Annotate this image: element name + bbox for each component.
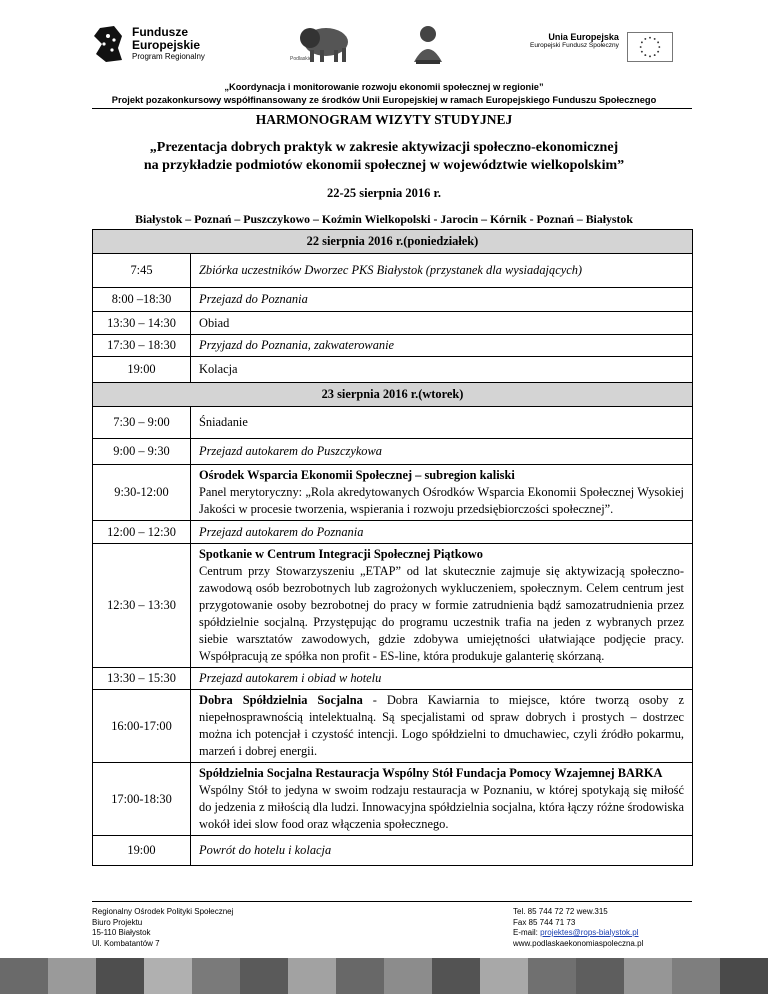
rops-logo — [410, 22, 446, 66]
project-funding-note: Projekt pozakonkursowy współfinansowany ze środków Unii Europejskiej w ramach Europejskiego Funduszu Społecznego — [111, 95, 657, 105]
activity-cell — [191, 465, 693, 521]
footer-city: 15-110 Białystok — [92, 928, 151, 937]
time-cell: 7:30 – 9:00 — [93, 407, 191, 439]
activity-cell: Zbiórka uczestników Dworzec PKS Białystok (przystanek dla wysiadających) — [191, 254, 693, 288]
footer-tel: Tel. 85 744 72 72 wew.315 — [513, 907, 608, 916]
unia-europejska-logo — [530, 32, 673, 62]
fundusze-europejskie-icon — [92, 24, 126, 64]
activity-description: Panel merytoryczny: „Rola akredytowanych Ośrodków Wsparcia Ekonomii Społecznej Wysokiej Jakości w procesie tworzenia, wspierania i rozwoju przedsiębiorczości społecznej”. — [199, 485, 684, 516]
footer-email-line — [513, 928, 643, 939]
fe-logo-line3: Program Regionalny — [132, 52, 205, 62]
table-row — [93, 690, 693, 763]
activity-title: Spółdzielnia Socjalna Restauracja Wspólny Stół Fundacja Pomocy Wzajemnej BARKA — [199, 766, 663, 780]
visit-route: Białystok – Poznań – Puszczykowo – Koźmin Wielkopolski - Jarocin – Kórnik - Poznań – Białystok — [135, 212, 633, 226]
activity-cell: Przejazd autokarem do Poznania — [191, 521, 693, 544]
activity-cell: Przyjazd do Poznania, zakwaterowanie — [191, 335, 693, 357]
podlaskie-label: Podlaskie — [290, 56, 312, 62]
activity-cell — [191, 763, 693, 836]
activity-cell: Przejazd do Poznania — [191, 288, 693, 312]
activity-cell: Śniadanie — [191, 407, 693, 439]
time-cell: 12:00 – 12:30 — [93, 521, 191, 544]
activity-cell: Przejazd autokarem do Puszczykowa — [191, 439, 693, 465]
activity-title: Spotkanie w Centrum Integracji Społecznej Piątkowo — [199, 547, 483, 561]
time-cell: 17:30 – 18:30 — [93, 335, 191, 357]
time-cell: 17:00-18:30 — [93, 763, 191, 836]
activity-description: - Dobra Kawiarnia to miejsce, które tworzą osoby z niepełnosprawnością intelektualną. Są specjalistami od spraw dobrych i prostych – dostrzec można ich potencjał i czystość intencji. Logo spółdzielni to dmuchawiec, czyli źródło pokarmu, marzeń i dobrej energii. — [199, 693, 684, 758]
footer-www[interactable]: www.podlaskaekonomiaspoleczna.pl — [513, 938, 644, 948]
table-row — [93, 357, 693, 383]
day1-header: 22 sierpnia 2016 r.(poniedziałek) — [93, 230, 693, 254]
time-cell: 16:00-17:00 — [93, 690, 191, 763]
header-logos — [0, 18, 768, 78]
ue-logo-line1: Unia Europejska — [548, 32, 619, 42]
table-row — [93, 407, 693, 439]
table-row — [93, 544, 693, 668]
time-cell: 13:30 – 15:30 — [93, 668, 191, 690]
day2-header: 23 sierpnia 2016 r.(wtorek) — [93, 383, 693, 407]
table-row — [93, 335, 693, 357]
day-header-row — [93, 230, 693, 254]
activity-cell — [191, 690, 693, 763]
time-cell: 8:00 –18:30 — [93, 288, 191, 312]
footer-email-label: E-mail: — [513, 928, 541, 937]
activity-title: Dobra Spółdzielnia Socjalna — [199, 693, 363, 707]
activity-cell: Obiad — [191, 312, 693, 335]
table-row — [93, 763, 693, 836]
footer-divider — [92, 901, 692, 902]
time-cell: 9:00 – 9:30 — [93, 439, 191, 465]
activity-title: Ośrodek Wsparcia Ekonomii Społecznej – subregion kaliski — [199, 468, 515, 482]
header-divider — [92, 108, 692, 109]
ue-logo-line2: Europejski Fundusz Społeczny — [530, 42, 619, 50]
table-row — [93, 465, 693, 521]
schedule-table — [92, 229, 693, 866]
footer-office: Biuro Projektu — [92, 917, 143, 927]
time-cell: 13:30 – 14:30 — [93, 312, 191, 335]
day-header-row — [93, 383, 693, 407]
document-subtitle-line2: na przykładzie podmiotów ekonomii społecznej w województwie wielkopolskim” — [143, 158, 625, 173]
time-cell: 9:30-12:00 — [93, 465, 191, 521]
time-cell: 19:00 — [93, 836, 191, 866]
activity-description: Wspólny Stół to jedyna w swoim rodzaju restauracja w Poznaniu, w której spotykają się miłość do jedzenia z miłością dla ludzi. Innowacyjna spółdzielnia socjalna, która łączy różne środowiska wokół idei slow food oraz włączenia społecznego. — [199, 783, 684, 831]
footer-org: Regionalny Ośrodek Polityki Społecznej — [92, 907, 234, 916]
footer-email-link[interactable]: projektes@rops-bialystok.pl — [540, 928, 639, 937]
table-row — [93, 288, 693, 312]
table-row — [93, 668, 693, 690]
visit-dates: 22-25 sierpnia 2016 r. — [326, 186, 442, 200]
activity-cell: Kolacja — [191, 357, 693, 383]
footer-address — [92, 907, 233, 949]
fe-logo-line2: Europejskie — [132, 37, 201, 52]
time-cell: 19:00 — [93, 357, 191, 383]
document-title: HARMONOGRAM WIZYTY STUDYJNEJ — [255, 112, 513, 127]
footer-fax: Fax 85 744 71 73 — [513, 917, 576, 927]
table-row — [93, 312, 693, 335]
table-row — [93, 254, 693, 288]
table-row — [93, 521, 693, 544]
decorative-footer-strip — [0, 958, 768, 994]
activity-cell: Powrót do hotelu i kolacja — [191, 836, 693, 866]
activity-cell: Przejazd autokarem i obiad w hotelu — [191, 668, 693, 690]
activity-description: Centrum przy Stowarzyszeniu „ETAP” od lat skutecznie zajmuje się aktywizacją społeczno-zawodową osób bezrobotnych lub zagrożonych wykluczeniem, społecznym. Celem centrum jest przygotowanie osoby bezrobotnej do pracy w formie zatrudnienia bądź samozatrudnienia przez spółdzielnie socjalną. Przystępując do programu uczestnik trafia na jeden z wybranych przez siebie warsztatów zawodowych, gdzie zdobywa umiejętności ułatwiające podjęcie pracy. Współpracują ze spółka non profit - ES-line, która produkuje galanterię skórzaną. — [199, 564, 684, 663]
time-cell: 7:45 — [93, 254, 191, 288]
document-subtitle-line1: „Prezentacja dobrych praktyk w zakresie aktywizacji społeczno-ekonomicznej — [149, 140, 619, 155]
footer-street: Ul. Kombatantów 7 — [92, 938, 160, 948]
activity-cell — [191, 544, 693, 668]
eu-flag-icon — [627, 32, 673, 62]
fundusze-europejskie-logo — [92, 24, 205, 64]
table-row — [93, 836, 693, 866]
time-cell: 12:30 – 13:30 — [93, 544, 191, 668]
table-row — [93, 439, 693, 465]
project-name: „Koordynacja i monitorowanie rozwoju ekonomii społecznej w regionie” — [224, 82, 544, 92]
footer-contact — [513, 907, 643, 949]
fe-logo-line1: Fundusze — [132, 25, 188, 40]
